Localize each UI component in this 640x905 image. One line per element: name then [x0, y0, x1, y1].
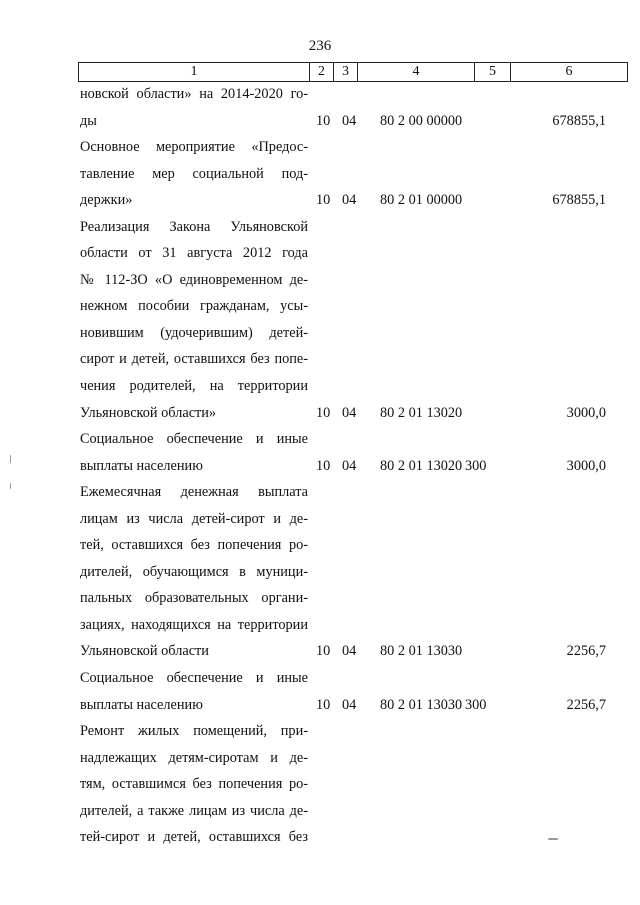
- line-text: тям, оставшимся без попечения ро-: [80, 776, 308, 793]
- line-text: дителей, обучающимся в муници-: [80, 563, 308, 580]
- table-line: [0, 560, 640, 587]
- line-text: Ульяновской области»: [80, 404, 217, 421]
- cell-col-5: 300: [465, 457, 487, 474]
- cell-col-6: 2256,7: [566, 643, 606, 660]
- line-text: Ремонт жилых помещений, при-: [80, 723, 308, 740]
- table-line: [0, 162, 640, 189]
- line-text: зациях, находящихся на территории: [80, 616, 308, 633]
- cell-col-6: 678855,1: [552, 192, 606, 209]
- table-line: [0, 294, 640, 321]
- cell-col-2: 10: [316, 643, 331, 660]
- header-col-2: 2: [310, 63, 334, 81]
- cell-col-5: 300: [465, 696, 487, 713]
- cell-col-2: 10: [316, 696, 331, 713]
- line-text: дителей, а также лицам из числа де-: [80, 802, 308, 819]
- line-text: тей, оставшихся без попечения ро-: [80, 537, 308, 554]
- line-text: надлежащих детям-сиротам и де-: [80, 749, 308, 766]
- scan-speck: [548, 838, 558, 840]
- table-line: [0, 772, 640, 799]
- line-text: Социальное обеспечение и иные: [80, 431, 308, 448]
- line-text: чения родителей, на территории: [80, 378, 308, 395]
- cell-col-4: 80 2 01 13030: [380, 696, 463, 713]
- table-line: [0, 480, 640, 507]
- header-col-5: 5: [475, 63, 511, 81]
- table-line: [0, 454, 640, 481]
- cell-col-3: 04: [342, 192, 357, 209]
- line-text: сирот и детей, оставшихся без попе-: [80, 351, 308, 368]
- cell-col-4: 80 2 00 00000: [380, 112, 463, 129]
- line-text: новившим (удочерившим) детей-: [80, 324, 308, 341]
- table-line: [0, 427, 640, 454]
- line-text: тей-сирот и детей, оставшихся без: [80, 829, 308, 846]
- cell-col-2: 10: [316, 457, 331, 474]
- line-text: тавление мер социальной под-: [80, 165, 308, 182]
- header-col-1: 1: [79, 63, 310, 81]
- table-line: [0, 321, 640, 348]
- line-text: ды: [80, 112, 97, 129]
- line-text: выплаты населению: [80, 696, 203, 713]
- cell-col-2: 10: [316, 404, 331, 421]
- table-line: [0, 746, 640, 773]
- table-line: [0, 825, 640, 852]
- table-line: [0, 401, 640, 428]
- table-line: [0, 639, 640, 666]
- line-text: области от 31 августа 2012 года: [80, 245, 308, 262]
- line-text: новской области» на 2014-2020 го-: [80, 86, 308, 102]
- table-body: [0, 82, 640, 852]
- header-col-4: 4: [358, 63, 475, 81]
- line-text: нежном пособии гражданам, усы-: [80, 298, 308, 315]
- table-line: [0, 109, 640, 136]
- table-line: [0, 135, 640, 162]
- cell-col-2: 10: [316, 192, 331, 209]
- line-text: № 112-ЗО «О единовременном де-: [80, 271, 308, 288]
- table-line: [0, 268, 640, 295]
- table-header: [78, 62, 628, 82]
- table-line: [0, 215, 640, 242]
- cell-col-3: 04: [342, 112, 357, 129]
- table-line: [0, 241, 640, 268]
- line-text: лицам из числа детей-сирот и де-: [80, 510, 308, 527]
- cell-col-4: 80 2 01 13020: [380, 457, 463, 474]
- line-text: выплаты населению: [80, 457, 203, 474]
- line-text: пальных образовательных органи-: [80, 590, 308, 607]
- table-line: [0, 533, 640, 560]
- page-number: 236: [308, 38, 332, 54]
- scan-speck: [10, 455, 11, 463]
- table-line: [0, 507, 640, 534]
- table-line: [0, 586, 640, 613]
- table-line: [0, 374, 640, 401]
- line-text: Реализация Закона Ульяновской: [80, 218, 308, 235]
- cell-col-3: 04: [342, 404, 357, 421]
- table-line: [0, 799, 640, 826]
- line-text: держки»: [80, 192, 133, 209]
- line-text: Ежемесячная денежная выплата: [80, 484, 308, 501]
- cell-col-4: 80 2 01 00000: [380, 192, 463, 209]
- cell-col-6: 678855,1: [552, 112, 606, 129]
- table-line: [0, 82, 640, 109]
- table-line: [0, 347, 640, 374]
- table-line: [0, 188, 640, 215]
- cell-col-6: 2256,7: [566, 696, 606, 713]
- cell-col-3: 04: [342, 643, 357, 660]
- table-line: [0, 719, 640, 746]
- table-line: [0, 693, 640, 720]
- cell-col-6: 3000,0: [566, 457, 606, 474]
- cell-col-2: 10: [316, 112, 331, 129]
- table-line: [0, 666, 640, 693]
- line-text: Ульяновской области: [80, 643, 209, 660]
- cell-col-3: 04: [342, 696, 357, 713]
- cell-col-3: 04: [342, 457, 357, 474]
- scan-speck: [10, 483, 11, 489]
- header-col-6: 6: [565, 64, 573, 79]
- table-line: [0, 613, 640, 640]
- cell-col-4: 80 2 01 13030: [380, 643, 463, 660]
- header-col-3: 3: [334, 63, 358, 81]
- line-text: Социальное обеспечение и иные: [80, 670, 308, 687]
- line-text: Основное мероприятие «Предос-: [80, 139, 308, 156]
- cell-col-6: 3000,0: [566, 404, 606, 421]
- cell-col-4: 80 2 01 13020: [380, 404, 463, 421]
